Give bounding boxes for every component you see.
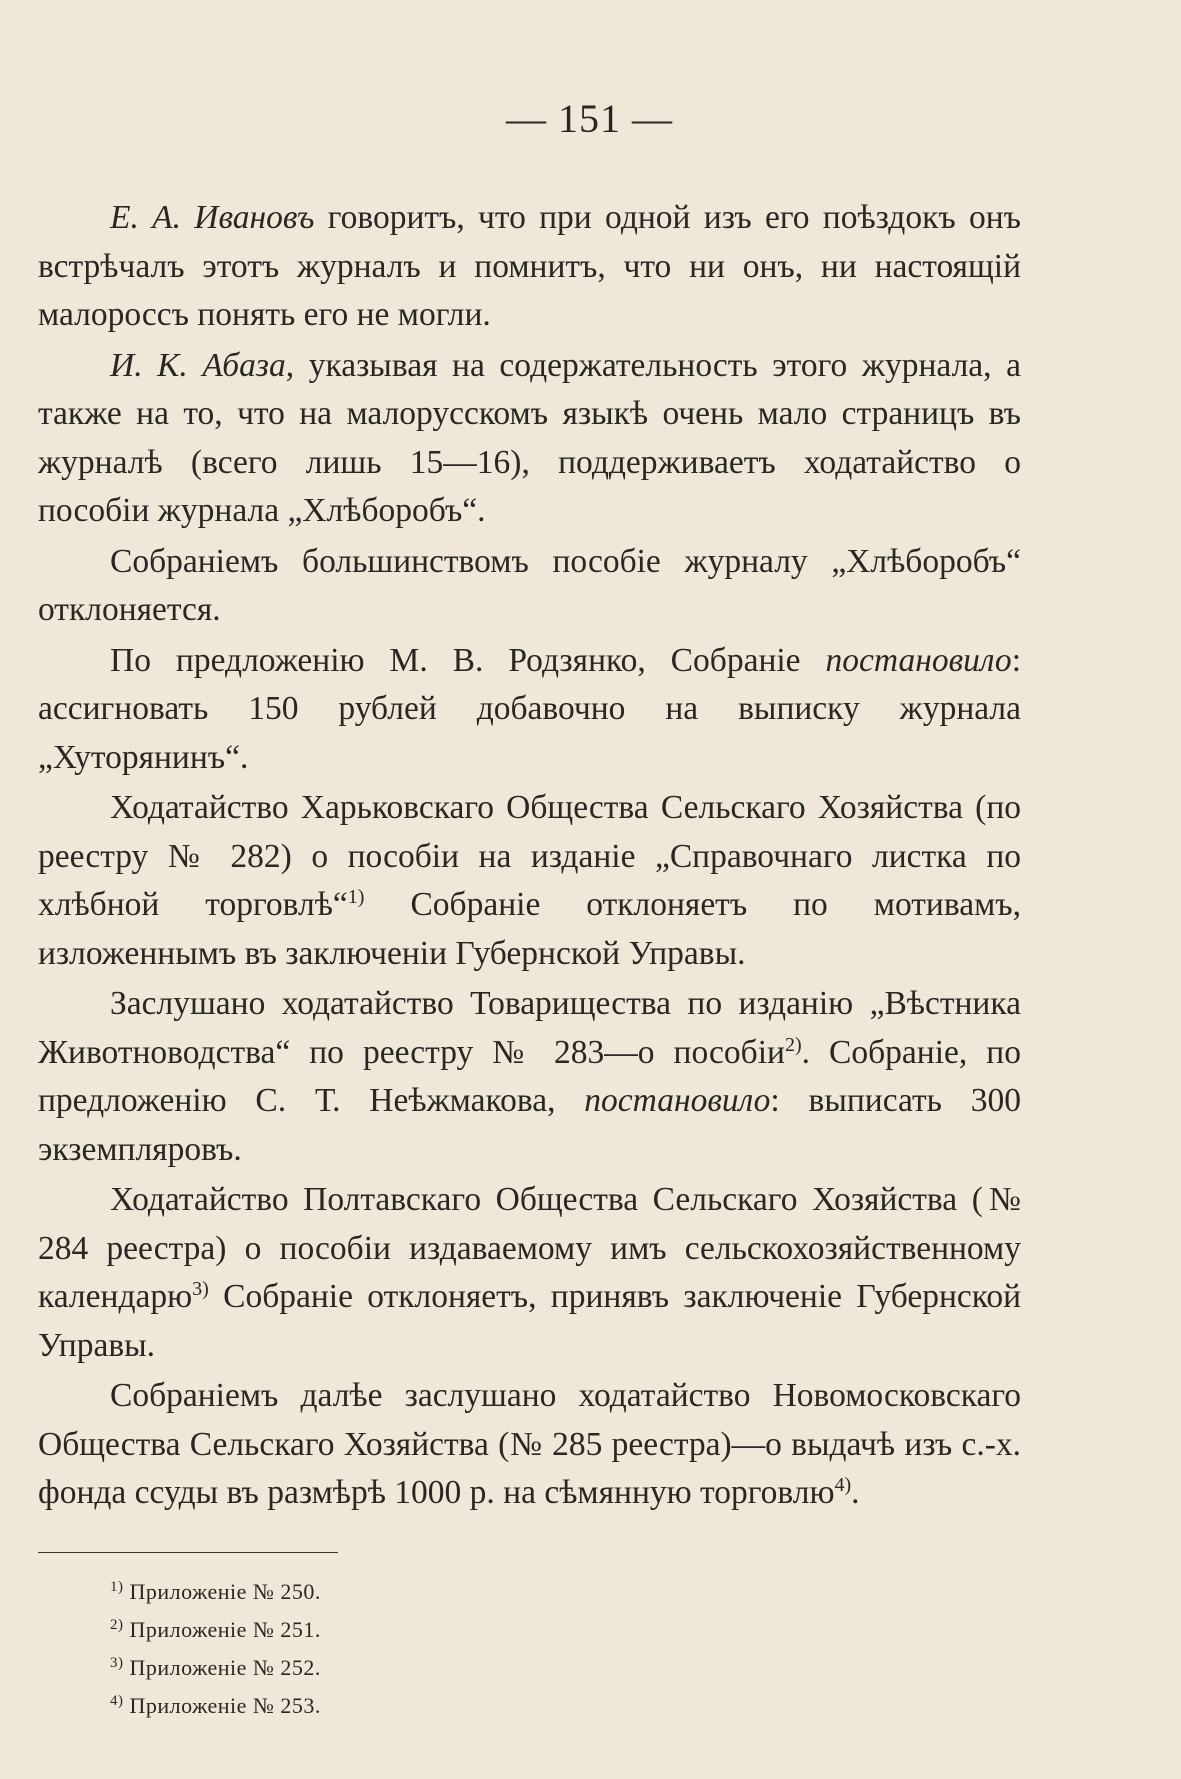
paragraph-text: , указывая на содержательность этого журнала, а также на то, что на малорусскомъ языкѣ очень мало страницъ въ журналѣ (всего лишь 15—16), поддерживаетъ ходатайство о пособіи журнала „Хлѣборобъ“. (38, 346, 1021, 529)
footnote-ref-4[interactable]: 4) (834, 1474, 852, 1496)
footnote-ref-1[interactable]: 1) (347, 886, 365, 908)
paragraph-text: Ходатайство Полтавскаго Общества Сельскаго Хозяйства (№ 284 реестра) о пособіи издаваемому имъ сельскохозяйственному календарю (38, 1181, 1021, 1315)
emphasis-postanovilo: постановило (584, 1082, 771, 1119)
emphasis-postanovilo: постановило (825, 641, 1012, 679)
footnote-4 (110, 1687, 1021, 1725)
speaker-name: И. К. Абаза (110, 346, 286, 384)
footnote-ref-2[interactable]: 2) (784, 1033, 802, 1056)
paragraph-rodzianko (38, 637, 1021, 783)
paragraph-text: Собраніе отклоняетъ по мотивамъ, изложеннымъ въ заключеніи Губернской Управы. (38, 886, 1021, 972)
page-number: — 151 — (506, 96, 673, 141)
footnote-text: Приложеніе № 251. (129, 1616, 321, 1642)
footnote-text: Приложеніе № 252. (129, 1654, 321, 1680)
paragraph-ivanov (38, 194, 1021, 340)
footnote-mark: 1) (110, 1578, 124, 1595)
speaker-name: Е. А. Ивановъ (110, 199, 315, 236)
paragraph-poltava-society (38, 1176, 1021, 1370)
footnote-3 (110, 1649, 1021, 1687)
paragraph-kharkov-society (38, 784, 1021, 978)
footnote-divider (38, 1552, 338, 1553)
paragraph-abaza (38, 342, 1021, 536)
paragraph-text: . (851, 1474, 860, 1511)
paragraph-text: говоритъ, что при одной изъ его поѣздокъ онъ встрѣчалъ этотъ журналъ и помнитъ, что ни онъ, ни настоящій малороссъ понять его не могли. (38, 199, 1022, 333)
paragraph-text: : выписать 300 экземпляровъ. (38, 1082, 1021, 1168)
footnote-mark: 4) (110, 1692, 124, 1709)
footnote-text: Приложеніе № 250. (129, 1578, 321, 1604)
paragraph-text: Ходатайство Харьковскаго Общества Сельскаго Хозяйства (по реестру № 282) о пособіи на изданіе „Справочнаго листка по хлѣбной торговлѣ“ (38, 789, 1021, 923)
footnotes (110, 1573, 1021, 1725)
footnote-1 (110, 1573, 1021, 1611)
paragraph-khleborob-decision: Собраніемъ большинствомъ пособіе журналу „Хлѣборобъ“ отклоняется. (38, 542, 1021, 628)
paragraph-vestnik (38, 980, 1021, 1174)
paragraph-text: По предложенію М. В. Родзянко, Собраніе (110, 641, 826, 679)
paragraph-text: Заслушано ходатайство Товарищества по изданію „Вѣстника Животноводства“ по реестру № 283—о пособіи (38, 985, 1021, 1071)
footnote-text: Приложеніе № 253. (129, 1692, 321, 1718)
footnote-mark: 2) (110, 1616, 124, 1633)
paragraph-text: Собраніе отклоняетъ, принявъ заключеніе Губернской Управы. (38, 1278, 1021, 1364)
footnote-ref-3[interactable]: 3) (192, 1278, 209, 1300)
paragraph-text: Собраніемъ далѣе заслушано ходатайство Новомосковскаго Общества Сельскаго Хозяйства (№ 285 реестра)—о выдачѣ изъ с.-х. фонда ссуды въ размѣрѣ 1000 р. на сѣмянную торговлю (38, 1377, 1021, 1511)
paragraph-novomoskovsk-society (38, 1372, 1021, 1518)
footnote-2 (110, 1611, 1021, 1649)
paragraph-text: : ассигновать 150 рублей добавочно на выписку журнала „Хуторянинъ“. (38, 641, 1021, 776)
footnote-mark: 3) (110, 1654, 124, 1671)
paragraph-text: . Собраніе, по предложенію С. Т. Неѣжмакова, (38, 1033, 1021, 1119)
